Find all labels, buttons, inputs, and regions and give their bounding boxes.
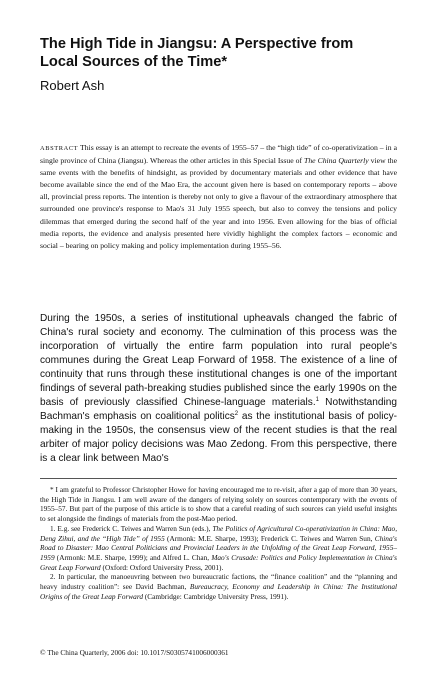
footnote-ref-1: 1 — [315, 397, 319, 404]
copyright-doi-line: © The China Quarterly, 2006 doi: 10.1017/S0305741006000361 — [40, 648, 229, 657]
abstract-text-continued: view the same events with the benefits of hindsight, as provided by documentary materials and other evidence that have become available since the end of the Mao Era, the account given here is based on contemporary reports – above all, provincial press reports. The intention is thereby not only to give a flavour of the extraordinary atmosphere that surrounded one province's response to Mao's 31 July 1955 speech, but also to convey the tensions and policy dilemmas that emerged during the second half of the year and into 1956. Even allowing for the bias of official media reports, the evidence and analysis presented here vividly highlight the complex factors – economic and social – bearing on policy making and policy implementation during 1955–56. — [40, 156, 397, 250]
body-text-part-2: Notwithstanding Bachman's emphasis on coalitional politics — [40, 397, 397, 423]
footnote-1 — [40, 524, 397, 573]
footnote-2-text: 2. In particular, the manoeuvring between two bureaucratic factions, the “finance coalition” and the “planning and heavy industry coalition”: see David Bachman, — [40, 572, 397, 592]
body-text-part-1: During the 1950s, a series of institutional upheavals changed the fabric of China's rural society and economy. The culmination of this process was the incorporation of virtually the entire farm population into rural people's communes during the Great Leap Forward of 1958. The existence of a line of continuity that runs through these institutional changes is one of the important findings of several path-breaking studies published since the early 1990s on the basis of previously classified Chinese-language materials. — [40, 313, 397, 409]
author-name: Robert Ash — [40, 78, 105, 93]
footnote-2 — [40, 572, 397, 601]
body-text-part-3: as the institutional basis of policy-making in the 1950s, the consensus view of the recent studies is that the real arbiter of major policy decisions was Mao Zedong. From this perspective, there is a clear link between Mao's — [40, 411, 397, 465]
footnote-1-text-2: (Armonk: M.E. Sharpe, 1993); Frederick C. Teiwes and Warren Sun, — [167, 533, 373, 543]
footnote-divider — [40, 478, 397, 479]
abstract — [40, 142, 397, 252]
footnote-1-title-3: Mao's Crusade: Politics and Policy Implementation in China's Great Leap Forward — [40, 552, 398, 572]
footnote-1-title-1: The Politics of Agricultural Co-operativization in China: Mao, Deng Zihui, and the “High Tide” of 1955 — [40, 523, 398, 543]
footnote-1-text-4: (Oxford: Oxford University Press, 2001). — [102, 562, 224, 572]
abstract-text: This essay is an attempt to recreate the events of 1955–57 – the “high tide” of co-operativization – in a single province of China (Jiangsu). Whereas the other articles in this Special Issue of — [40, 143, 397, 166]
footnote-acknowledgement: * I am grateful to Professor Christopher Howe for having encouraged me to re-visit, after a gap of more than 30 years, the High Tide in Jiangsu. I am well aware of the dangers of relying solely on sources contemporary with the events of 1955–57. But part of the purpose of this article is to show that a careful reading of such sources can yield useful insights to set alongside the findings of materials from the post-Mao period. — [40, 485, 397, 524]
body-paragraph — [40, 312, 397, 467]
footnote-1-title-2: China's Road to Disaster: Mao Central Politicians and Provincial Leaders in the Unfolding of the Great Leap Forward, 1955–1959 — [40, 533, 397, 562]
footnote-2-text-2: (Cambridge: Cambridge University Press, 1991). — [144, 591, 289, 601]
footnote-ref-2: 2 — [234, 411, 239, 418]
footnote-2-title: Bureaucracy, Economy and Leadership in China: The Institutional Origins of the Great Leap Forward — [40, 582, 397, 601]
footnote-1-text-3: (Armonk: M.E. Sharpe, 1999); and Alfred L. Chan, — [56, 552, 210, 562]
footnote-1-text: 1. E.g. see Frederick C. Teiwes and Warren Sun (eds.), — [50, 523, 211, 533]
journal-name: The China Quarterly — [304, 156, 369, 166]
abstract-label: ABSTRACT — [40, 145, 79, 152]
footnotes — [40, 485, 397, 601]
article-title: The High Tide in Jiangsu: A Perspective from Local Sources of the Time* — [40, 36, 354, 70]
